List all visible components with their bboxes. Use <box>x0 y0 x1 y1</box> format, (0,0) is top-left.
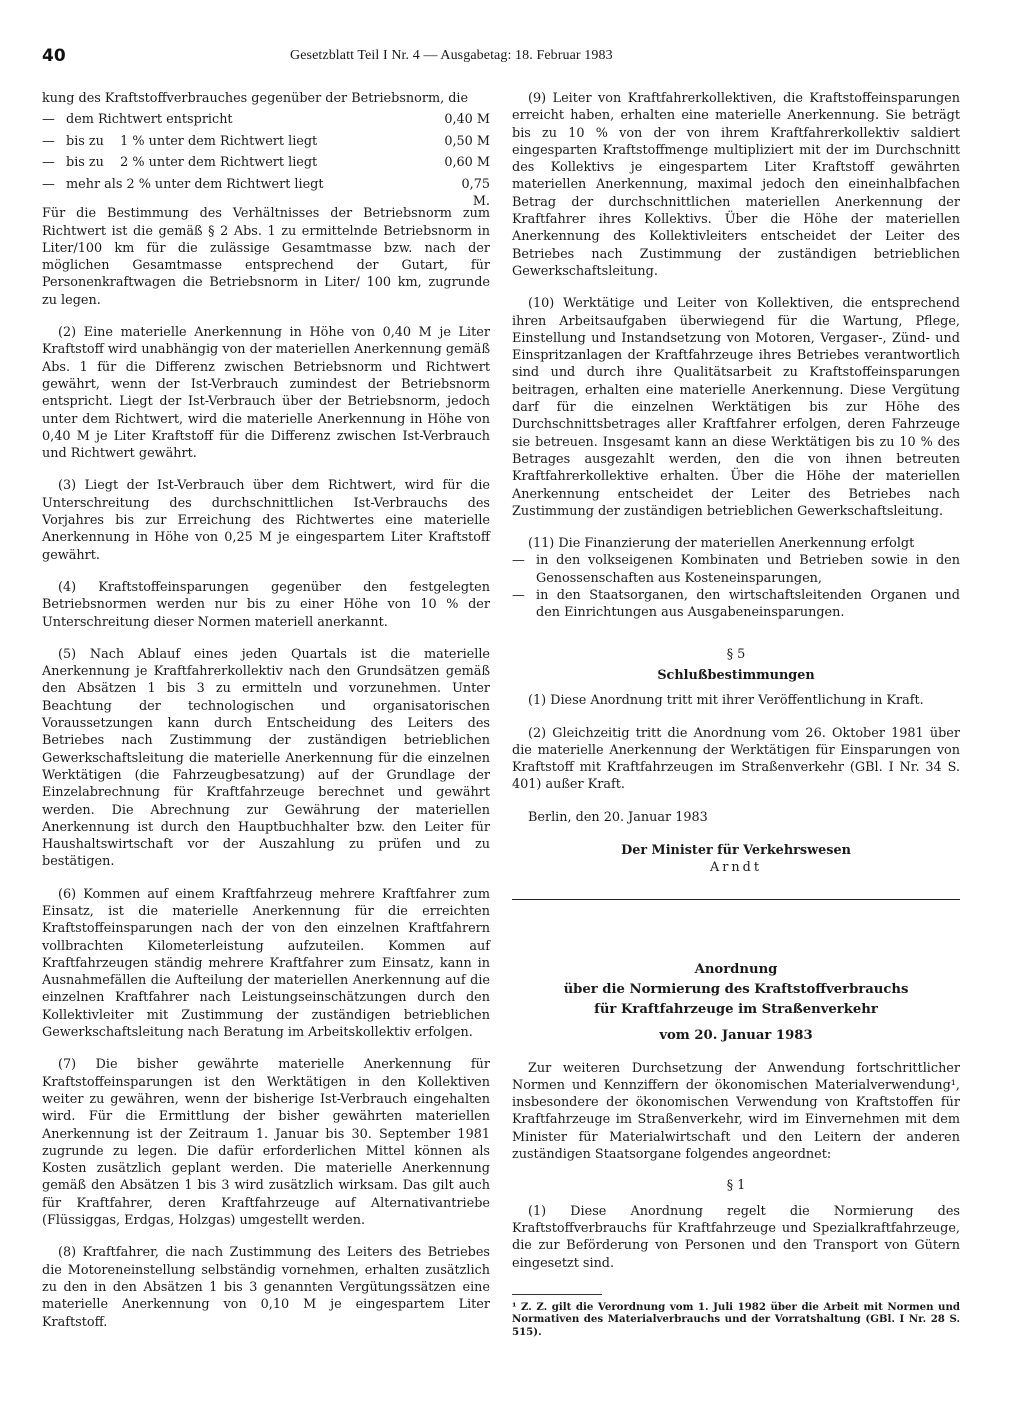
rate-value: 0,75 M. <box>461 176 490 210</box>
paragraph-bestimmung: Für die Bestimmung des Verhältnisses der Betriebsnorm zum Richtwert ist die gemäß § 2 Abs. 1 zu ermittelnde Betriebsnorm in Liter/100 km für die zulässige Gesamtmasse bzw. nach der möglichen Gesamtmasse entsprechend der Gutart, für Personenkraftwagen die Betriebsnorm in Liter/ 100 km, zugrunde zu legen. <box>42 206 490 308</box>
table-row <box>42 133 490 155</box>
section-5-number: § 5 <box>726 646 746 662</box>
dash-marker: — <box>42 155 55 171</box>
section-5-paragraph-2: (2) Gleichzeitig tritt die Anordnung vom 26. Oktober 1981 über die materielle Anerkennung der Werktätigen für Einsparungen von Kraftstoff mit Kraftfahrzeugen im Straßenverkehr (GBl. I Nr. 34 S. 401) außer Kraft. <box>512 725 960 793</box>
paragraph-11: (11) Die Finanzierung der materiellen Anerkennung erfolgt <box>528 536 915 552</box>
paragraph-8: (8) Kraftfahrer, die nach Zustimmung des Leiters des Betriebes die Motoreneinstellung selbständig vornehmen, erhalten zusätzlich zu den in den Absätzen 1 bis 3 genannten Vergütungssätzen eine materielle Anerkennung von 0,10 M je eingespartem Liter Kraftstoff. <box>42 1245 490 1330</box>
section-1-number: § 1 <box>726 1178 746 1194</box>
rate-condition: bis zu 2 % unter dem Richtwert liegt <box>66 155 318 171</box>
minister-name: Arndt <box>710 860 762 876</box>
right-column <box>512 90 960 1338</box>
rate-value: 0,60 M <box>444 155 490 171</box>
dash-marker: — <box>512 553 525 569</box>
footnote: ¹ Z. Z. gilt die Verordnung vom 1. Juli 1982 über die Arbeit mit Normen und Normativen des Materialverbrauchs und der Vorratshaltung (GBl. I Nr. 28 S. 515). <box>512 1300 960 1338</box>
intro-text: kung des Kraftstoffverbrauches gegenüber der Betriebsnorm, die <box>42 91 469 106</box>
page-number: 40 <box>42 46 66 66</box>
paragraph-2: (2) Eine materielle Anerkennung in Höhe von 0,40 M je Liter Kraftstoff wird unabhängig von der materiellen Anerkennung gemäß Abs. 1 für die Differenz zwischen Betriebsnorm und Richtwert gewährt, wenn der Ist-Verbrauch zumindest der Betriebsnorm entspricht. Liegt der Ist-Verbrauch über der Betriebsnorm, jedoch unter dem Richtwert, wird die materielle Anerkennung in Höhe von 0,40 M je Liter Kraftstoff für die Differenz zwischen Ist-Verbrauch und Richtwert gewährt. <box>42 325 490 462</box>
rate-condition: dem Richtwert entspricht <box>66 112 233 128</box>
table-row <box>42 176 490 210</box>
dash-marker: — <box>42 176 55 192</box>
paragraph-10: (10) Werktätige und Leiter von Kollektiven, die entsprechend ihren Arbeitsaufgaben überwiegend für die Wartung, Pflege, Einstellung und Instandsetzung von Motoren, Vergaser-, Zünd- und Einspritzanlagen der Kraftfahrzeuge ihres Betriebes verantwortlich sind und durch ihre Qualitätsarbeit zu Kraftstoffeinsparungen beitragen, erhalten eine materielle Anerkennung. Diese Vergütung darf für die einzelnen Werktätigen bis zur Höhe des Durchschnittsbetrages aller Kraftfahrer erfolgen, deren Fahrzeuge sie betreuen. Insgesamt kann an diese Werktätigen bis zu 10 % des Betrages ausgezahlt werden, den die von ihnen betreuten Kraftfahrerkollektive erhalten. Über die Höhe der materiellen Anerkennung entscheidet der Leiter des Betriebes nach Zustimmung der zuständigen betrieblichen Gewerkschaftsleitung. <box>512 296 960 519</box>
rate-condition: bis zu 1 % unter dem Richtwert liegt <box>66 133 318 149</box>
rate-table <box>42 111 490 210</box>
left-column <box>42 90 490 1331</box>
paragraph-6: (6) Kommen auf einem Kraftfahrzeug mehrere Kraftfahrer zum Einsatz, ist die materielle Anerkennung für die erreichten Kraftstoffeinsparungen nach der von den einzelnen Kraftfahrern vollbrachten Kilometerleistung aufzuteilen. Kommen auf Kraftfahrzeugen ständig mehrere Kraftfahrer zum Einsatz, kann in Ausnahmefällen die Aufteilung der materiellen Anerkennung auf die einzelnen Kraftfahrer nach Leistungseinschätzungen durch den Kollektivleiter mit Zustimmung der zuständigen betrieblichen Gewerkschaftsleitung nach Beratung im Arbeitskollektiv erfolgen. <box>42 886 490 1041</box>
dash-marker: — <box>42 133 55 149</box>
paragraph-5: (5) Nach Ablauf eines jeden Quartals ist die materielle Anerkennung je Kraftfahrerkollektiv nach den Grundsätzen gemäß den Absätzen 1 bis 3 zu ermitteln und vorzunehmen. Unter Beachtung der technologischen und organisatorischen Voraussetzungen kann durch Entscheidung des Leiters des Betriebes nach Zustimmung der zuständigen betrieblichen Gewerkschaftsleitung die materielle Anerkennung für die einzelnen Werktätigen (die Fahrzeugbesatzung) auf der Grundlage der Einzelabrechnung für Kraftfahrzeuge berechnet und gewährt werden. Die Abrechnung zur Gewährung der materiellen Anerkennung ist durch den Hauptbuchhalter bzw. den Leiter für Haushaltswirtschaft vor der Auszahlung zu prüfen und zu bestätigen. <box>42 646 490 870</box>
rate-value: 0,50 M <box>444 133 490 149</box>
list-item <box>512 552 960 587</box>
list-item-text: in den volkseigenen Kombinaten und Betrieben sowie in den Genossenschaften aus Kosteneinsparungen, <box>536 553 960 586</box>
table-row <box>42 111 490 133</box>
rate-condition: mehr als 2 % unter dem Richtwert liegt <box>66 176 324 192</box>
dash-marker: — <box>42 112 55 128</box>
section-1-paragraph-1: (1) Diese Anordnung regelt die Normierung des Kraftstoffverbrauchs für Kraftfahrzeuge und Spezialkraftfahrzeuge, die zur Beförderung von Personen und den Transport von Gütern eingesetzt sind. <box>512 1203 960 1271</box>
dash-marker: — <box>512 588 525 604</box>
paragraph-7: (7) Die bisher gewährte materielle Anerkennung für Kraftstoffeinsparungen ist den Werktätigen in den Kollektiven weiter zu gewähren, wenn der bisherige Ist-Verbrauch eingehalten wird. Für die Ermittlung der bisher gewährten materiellen Anerkennung ist der Zeitraum 1. Januar bis 30. September 1981 zugrunde zu legen. Die dafür erforderlichen Mittel können als Kosten zusätzlich geplant werden. Die materielle Anerkennung gemäß den Absätzen 1 bis 3 wird zusätzlich wirksam. Das gilt auch für Kraftfahrer, deren Kraftfahrzeuge auf Alternativantriebe (Flüssiggas, Erdgas, Holzgas) umgestellt werden. <box>42 1057 490 1229</box>
title-date: vom 20. Januar 1983 <box>659 1027 813 1043</box>
section-divider <box>512 899 960 900</box>
place-date: Berlin, den 20. Januar 1983 <box>528 809 708 825</box>
paragraph-3: (3) Liegt der Ist-Verbrauch über dem Richtwert, wird für die Unterschreitung des durchschnittlichen Ist-Verbrauchs des Vorjahres bis zur Erreichung des Richtwertes eine materielle Anerkennung in Höhe von 0,25 M je eingespartem Liter Kraftstoff gewährt. <box>42 478 490 563</box>
page-header <box>42 46 714 66</box>
rate-value: 0,40 M <box>444 112 490 128</box>
section-5-title: Schlußbestimmungen <box>657 667 815 683</box>
paragraph-9: (9) Leiter von Kraftfahrerkollektiven, die Kraftstoffeinsparungen erreicht haben, erhalten eine materielle Anerkennung. Sie beträgt bis zu 10 % von der von ihrem Kraftfahrerkollektiv saldiert eingesparten Kraftstoffmenge multipliziert mit der im Durchschnitt des Kollektivs je eingespartem Liter Kraftstoff gewährten materiellen Anerkennung, maximal jedoch den eineinhalbfachen Betrag der durchschnittlichen materiellen Anerkennung der Kraftfahrer ihres Kollektivs. Über die Höhe der materiellen Anerkennung des Kollektivleiters entscheidet der Leiter des Betriebes nach Zustimmung der zuständigen betrieblichen Gewerkschaftsleitung. <box>512 91 960 279</box>
minister-title: Der Minister für Verkehrswesen <box>621 842 851 858</box>
section-5-paragraph-1: (1) Diese Anordnung tritt mit ihrer Veröffentlichung in Kraft. <box>528 693 924 709</box>
title-line-3: für Kraftfahrzeuge im Straßenverkehr <box>594 1001 878 1017</box>
running-head: Gesetzblatt Teil I Nr. 4 — Ausgabetag: 18. Februar 1983 <box>290 48 613 63</box>
footnote-rule <box>512 1294 602 1295</box>
new-ordinance-title <box>512 960 960 1046</box>
paragraph-4: (4) Kraftstoffeinsparungen gegenüber den festgelegten Betriebsnormen werden nur bis zu einer Höhe von 10 % der Unterschreitung dieser Normen materiell anerkannt. <box>42 579 490 630</box>
list-item-text: in den Staatsorganen, den wirtschaftsleitenden Organen und den Einrichtungen aus Ausgabeneinsparungen. <box>536 588 960 621</box>
preamble: Zur weiteren Durchsetzung der Anwendung fortschrittlicher Normen und Kennziffern der ökonomischen Materialverwendung¹, insbesondere der ökonomischen Verwendung von Kraftstoffen für Kraftfahrzeuge im Straßenverkehr, wird im Einvernehmen mit dem Minister für Materialwirtschaft und den Leitern der anderen zuständigen Staatsorgane folgendes angeordnet: <box>512 1060 960 1163</box>
title-line-2: über die Normierung des Kraftstoffverbrauchs <box>563 981 909 997</box>
title-line-1: Anordnung <box>694 961 778 977</box>
list-item <box>512 587 960 622</box>
table-row <box>42 154 490 176</box>
